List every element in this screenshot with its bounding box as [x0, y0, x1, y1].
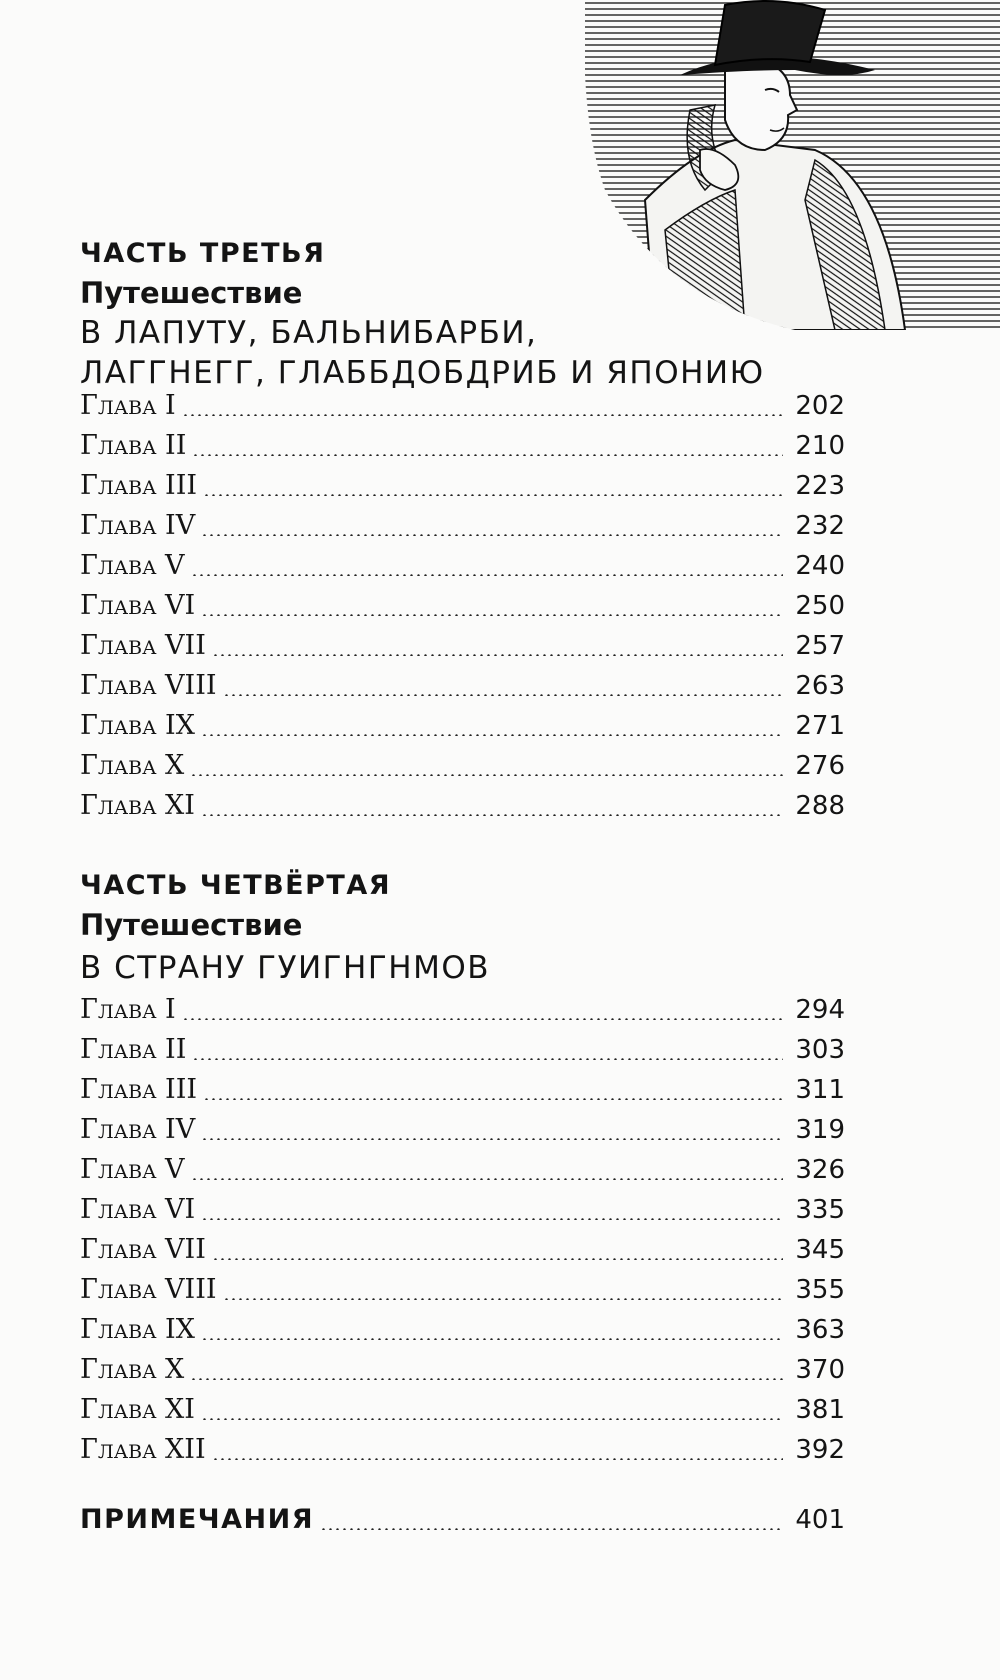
chapter-label: Глава II: [80, 430, 187, 461]
chapter-label: Глава I: [80, 994, 176, 1025]
dot-leader: [191, 1178, 783, 1180]
chapter-label: Глава V: [80, 550, 185, 581]
chapter-label: Глава X: [80, 1354, 185, 1385]
dot-leader: [190, 774, 783, 776]
page-number: 288: [795, 791, 845, 821]
dot-leader: [201, 1218, 783, 1220]
toc-entry[interactable]: [80, 466, 845, 506]
chapter-label: Глава VIII: [80, 1274, 217, 1305]
page-number: 250: [795, 591, 845, 621]
toc-entry[interactable]: [80, 746, 845, 786]
toc-entry[interactable]: [80, 1150, 845, 1190]
toc-entry[interactable]: [80, 546, 845, 586]
dot-leader: [190, 1378, 783, 1380]
page-number: 355: [795, 1275, 845, 1305]
page-number: 370: [795, 1355, 845, 1385]
page-number: 271: [795, 711, 845, 741]
part-subtitle: Путешествие: [80, 276, 303, 310]
chapter-label: Глава IV: [80, 1114, 196, 1145]
toc-entry[interactable]: [80, 386, 845, 426]
dot-leader: [201, 1138, 783, 1140]
dot-leader: [223, 694, 783, 696]
page-number: 202: [795, 391, 845, 421]
part-title: ЧАСТЬ ЧЕТВЁРТАЯ: [80, 870, 392, 901]
chapter-label: Глава IX: [80, 1314, 195, 1345]
chapter-label: Глава XII: [80, 1434, 206, 1465]
dot-leader: [192, 1058, 783, 1060]
dot-leader: [192, 454, 783, 456]
dot-leader: [212, 1258, 783, 1260]
chapter-label: Глава II: [80, 1034, 187, 1065]
page-number: 303: [795, 1035, 845, 1065]
chapter-label: Глава IX: [80, 710, 195, 741]
chapter-label: Глава VII: [80, 630, 206, 661]
page-number: 319: [795, 1115, 845, 1145]
dot-leader: [223, 1298, 783, 1300]
toc-entry[interactable]: [80, 1310, 845, 1350]
dot-leader: [201, 1338, 783, 1340]
page-number: 363: [795, 1315, 845, 1345]
page-number: 311: [795, 1075, 845, 1105]
dot-leader: [201, 734, 783, 736]
toc-entry[interactable]: [80, 990, 845, 1030]
dot-leader: [203, 494, 783, 496]
toc-entry[interactable]: [80, 666, 845, 706]
toc-entry[interactable]: [80, 506, 845, 546]
dot-leader: [201, 1418, 783, 1420]
notes-label: ПРИМЕЧАНИЯ: [80, 1504, 314, 1535]
chapter-label: Глава X: [80, 750, 185, 781]
dot-leader: [201, 614, 783, 616]
chapter-label: Глава III: [80, 470, 198, 501]
chapter-label: Глава VI: [80, 590, 196, 621]
engraving-illustration: [585, 0, 1000, 330]
page-number: 294: [795, 995, 845, 1025]
chapter-label: Глава I: [80, 390, 176, 421]
chapter-label: Глава VI: [80, 1194, 196, 1225]
toc-entry[interactable]: [80, 426, 845, 466]
toc-entry[interactable]: [80, 586, 845, 626]
toc-entry[interactable]: [80, 1350, 845, 1390]
dot-leader: [182, 1018, 783, 1020]
chapter-label: Глава V: [80, 1154, 185, 1185]
page-number: 345: [795, 1235, 845, 1265]
page-number: 223: [795, 471, 845, 501]
toc-entry[interactable]: [80, 1110, 845, 1150]
toc-entry[interactable]: [80, 1230, 845, 1270]
toc-entry[interactable]: [80, 1430, 845, 1470]
part-destination-line: В ЛАПУТУ, БАЛЬНИБАРБИ,: [80, 315, 538, 351]
page-number: 326: [795, 1155, 845, 1185]
page-number: 381: [795, 1395, 845, 1425]
page-number: 232: [795, 511, 845, 541]
chapter-label: Глава VIII: [80, 670, 217, 701]
part-destination-line: В СТРАНУ ГУИГНГНМОВ: [80, 950, 490, 986]
page-number: 263: [795, 671, 845, 701]
toc-entry-notes[interactable]: [80, 1500, 845, 1540]
dot-leader: [203, 1098, 783, 1100]
page-number: 240: [795, 551, 845, 581]
page-number: 276: [795, 751, 845, 781]
dot-leader: [182, 414, 783, 416]
dot-leader: [212, 1458, 783, 1460]
part-subtitle: Путешествие: [80, 908, 303, 942]
toc-entry[interactable]: [80, 706, 845, 746]
part-title: ЧАСТЬ ТРЕТЬЯ: [80, 238, 326, 269]
dot-leader: [191, 574, 783, 576]
page-number: 335: [795, 1195, 845, 1225]
toc-entry[interactable]: [80, 1030, 845, 1070]
page-number: 210: [795, 431, 845, 461]
chapter-label: Глава XI: [80, 1394, 195, 1425]
toc-entry[interactable]: [80, 1390, 845, 1430]
chapter-label: Глава VII: [80, 1234, 206, 1265]
page-number: 401: [795, 1505, 845, 1535]
chapter-label: Глава III: [80, 1074, 198, 1105]
dot-leader: [320, 1528, 783, 1530]
dot-leader: [212, 654, 783, 656]
dot-leader: [201, 814, 783, 816]
chapter-label: Глава XI: [80, 790, 195, 821]
page-number: 257: [795, 631, 845, 661]
chapter-label: Глава IV: [80, 510, 196, 541]
dot-leader: [201, 534, 783, 536]
toc-entry[interactable]: [80, 1070, 845, 1110]
part-destination-line: ЛАГГНЕГГ, ГЛАББДОБДРИБ И ЯПОНИЮ: [80, 355, 765, 391]
page-number: 392: [795, 1435, 845, 1465]
toc-entry[interactable]: [80, 1270, 845, 1310]
toc-entry[interactable]: [80, 786, 845, 826]
toc-entry[interactable]: [80, 626, 845, 666]
toc-entry[interactable]: [80, 1190, 845, 1230]
